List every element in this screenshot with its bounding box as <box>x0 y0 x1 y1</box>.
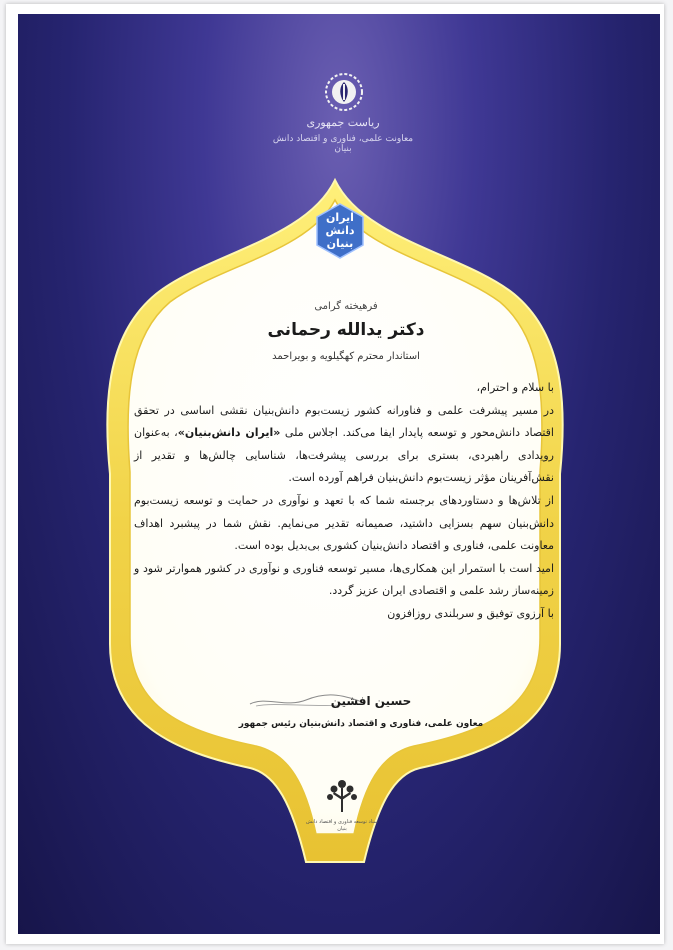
greeting: با سلام و احترام، <box>476 381 554 394</box>
logo-text-3: بنیان <box>326 237 354 250</box>
logo-text-2: دانش <box>325 224 355 237</box>
paragraph-2: از تلاش‌ها و دستاوردهای برجسته شما که با تعهد و نوآوری در حمایت و توسعه زیست‌بوم دانش‌بنیان سهم بسزایی داشتید، صمیمانه تقدیر می‌نمایم. نقش شما در پیشبرد اهداف معاونت علمی، فناوری و اقتصاد دانش‌بنیان کشوری بی‌بدیل بوده است. <box>134 493 554 553</box>
paragraph-1 <box>134 400 554 490</box>
logo-text-1: ایران <box>326 211 354 224</box>
iran-emblem-icon <box>324 72 364 112</box>
organization-line-1: ریاست جمهوری <box>306 116 380 129</box>
paragraph-3: امید است با استمرار این همکاری‌ها، مسیر توسعه فناوری و نوآوری در کشور هموارتر شود و زمینه‌ساز رشد علمی و اقتصادی ایران عزیز گردد. <box>134 561 554 598</box>
letter-body <box>134 377 554 626</box>
organization-line-2: معاونت علمی، فناوری و اقتصاد دانش بنیان <box>272 134 414 154</box>
tree-logo-icon <box>320 774 364 818</box>
paragraph-1-text-a: در مسیر پیشرفت علمی و فناورانه کشور زیست‌بوم دانش‌بنیان نقشی اساسی در تحقق اقتصاد دانش‌محور و توسعه پایدار ایفا می‌کند. اجلاس ملی <box>134 403 554 440</box>
paragraph-1-text-b: ، به‌عنوان رویدادی راهبردی، بستری برای بررسی پیشرفت‌ها، شناسایی چالش‌ها و تقدیر از نقش‌آفرینان مؤثر زیست‌بوم دانش‌بنیان فراهم آورده است. <box>134 426 554 485</box>
recipient-name: دکتر یدالله رحمانی <box>267 320 425 340</box>
certificate-sheet <box>6 4 664 944</box>
paragraph-1-bold: «ایران دانش‌بنیان» <box>177 426 281 440</box>
signatory-role: معاون علمی، فناوری و اقتصاد دانش‌بنیان رئیس جمهور <box>238 719 484 729</box>
recipient-title: استاندار محترم کهگیلویه و بویراحمد <box>272 351 420 362</box>
bottom-logo-caption: ستاد توسعه فناوری و اقتصاد دانش بنیان <box>306 819 378 832</box>
signatory-name: حسین افشین <box>330 694 412 708</box>
honorific: فرهیخته گرامی <box>314 301 378 312</box>
closing: با آرزوی توفیق و سربلندی روزافزون <box>387 606 554 620</box>
